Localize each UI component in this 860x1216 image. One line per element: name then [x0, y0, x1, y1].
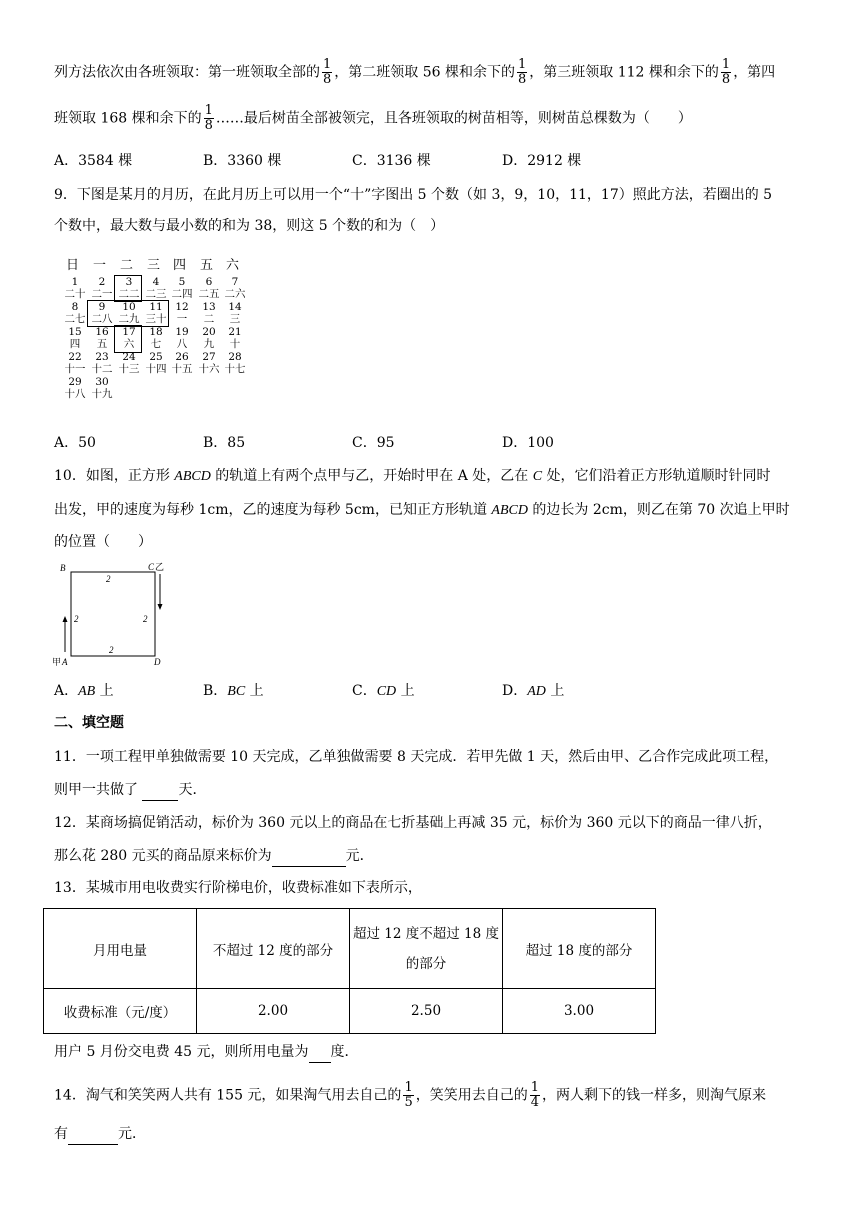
calendar-day-number: 16	[95, 326, 109, 338]
fraction: $\frac{1}{8}$	[518, 57, 527, 87]
calendar-day	[143, 351, 169, 375]
calendar-day	[89, 276, 115, 300]
q10-option-c: C．CD 上	[352, 683, 415, 699]
label-b: B	[60, 563, 66, 573]
calendar-header-sat: 六	[226, 258, 240, 273]
calendar	[62, 254, 252, 414]
calendar-lunar-day: 七	[150, 338, 162, 350]
q8-option-a: A．3584 棵	[54, 153, 133, 169]
calendar-header-wed: 三	[147, 258, 161, 273]
table-cell: 3.00	[503, 989, 656, 1034]
q8-line1: 列方法依次由各班领取：第一班领取全部的 $\frac{1}{8}$ ，第二班领取 56 棵和余下的 $\frac{1}{8}$ ，第三班领取 112 棵和余下的 $\frac{1}{8}$ ，第四	[54, 57, 776, 87]
fraction: $\frac{1}{8}$	[323, 57, 332, 87]
table-header-cell: 月用电量	[44, 909, 197, 989]
table-header-cell: 超过 12 度不超过 18 度的部分	[350, 909, 503, 989]
calendar-lunar-day: 十	[229, 338, 241, 350]
fraction: $\frac{1}{8}$	[204, 103, 213, 133]
q10-option-b: B．BC 上	[203, 683, 264, 699]
label-a: A	[62, 657, 68, 667]
calendar-day	[62, 276, 88, 300]
calendar-day	[62, 351, 88, 375]
calendar-lunar-day: 一	[176, 313, 188, 325]
calendar-day	[62, 326, 88, 350]
calendar-day-number: 21	[228, 326, 242, 338]
calendar-day	[89, 326, 115, 350]
calendar-lunar-day: 四	[69, 338, 81, 350]
table-cell: 2.50	[350, 989, 503, 1034]
calendar-lunar-day: 三	[229, 313, 241, 325]
calendar-day	[89, 351, 115, 375]
calendar-day-number: 1	[71, 276, 79, 288]
calendar-lunar-day: 十五	[171, 363, 193, 375]
calendar-lunar-day: 二六	[224, 288, 246, 300]
q12-line2: 那么花 280 元买的商品原来标价为 元．	[54, 846, 374, 867]
electricity-fee-table	[43, 908, 656, 1034]
label-top-length: 2	[106, 574, 111, 584]
calendar-lunar-day: 二三	[145, 288, 167, 300]
calendar-day	[196, 301, 222, 325]
calendar-lunar-day: 二	[203, 313, 215, 325]
calendar-day-number: 29	[68, 376, 82, 388]
q9-option-b: B．85	[203, 435, 246, 451]
calendar-day	[169, 301, 195, 325]
calendar-day-number: 10	[122, 301, 136, 313]
calendar-lunar-day: 十三	[118, 363, 140, 375]
calendar-day	[62, 376, 88, 400]
calendar-lunar-day: 二四	[171, 288, 193, 300]
label-bottom-length: 2	[109, 645, 114, 655]
calendar-day-number: 20	[202, 326, 216, 338]
calendar-lunar-day: 三十	[145, 313, 167, 325]
calendar-day-number: 27	[202, 351, 216, 363]
label-right-length: 2	[143, 614, 148, 624]
q10-line3: 的位置（ ）	[54, 534, 152, 550]
calendar-header-fri: 五	[200, 258, 214, 273]
calendar-day-number: 17	[122, 326, 136, 338]
calendar-day	[169, 276, 195, 300]
calendar-day	[116, 351, 142, 375]
cross-box-top	[114, 275, 142, 302]
calendar-day-number: 23	[95, 351, 109, 363]
calendar-day-number: 25	[149, 351, 163, 363]
q10-line2: 出发，甲的速度为每秒 1cm，乙的速度为每秒 5cm，已知正方形轨道 ABCD 的边长为 2cm，则乙在第 70 次追上甲时	[54, 502, 790, 518]
calendar-day-number: 8	[71, 301, 79, 313]
calendar-day-number: 22	[68, 351, 82, 363]
calendar-day-number: 3	[125, 276, 133, 288]
calendar-lunar-day: 二八	[91, 313, 113, 325]
calendar-day-number: 7	[231, 276, 239, 288]
calendar-day	[169, 351, 195, 375]
q9-option-a: A．50	[54, 435, 96, 451]
calendar-day	[196, 276, 222, 300]
calendar-day	[143, 326, 169, 350]
calendar-lunar-day: 二五	[198, 288, 220, 300]
calendar-header-tue: 二	[120, 258, 134, 273]
calendar-lunar-day: 二七	[64, 313, 86, 325]
q10-option-a: A．AB 上	[54, 683, 114, 699]
calendar-day	[222, 301, 248, 325]
calendar-day-number: 12	[175, 301, 189, 313]
fraction: $\frac{1}{4}$	[530, 1080, 539, 1110]
calendar-day-number: 4	[152, 276, 160, 288]
q14-line2: 有 元．	[54, 1124, 146, 1145]
q13-line1: 13．某城市用电收费实行阶梯电价，收费标准如下表所示，	[54, 880, 422, 896]
calendar-day	[89, 376, 115, 400]
q9-option-d: D．100	[502, 435, 554, 451]
calendar-day-number: 30	[95, 376, 109, 388]
arrow-up-icon	[63, 616, 68, 652]
label-c: C	[148, 562, 155, 572]
calendar-day-number: 18	[149, 326, 163, 338]
q11-line1: 11．一项工程甲单独做需要 10 天完成，乙单独做需要 8 天完成．若甲先做 1 天，然后由甲、乙合作完成此项工程，	[54, 749, 779, 765]
calendar-day-number: 5	[178, 276, 186, 288]
calendar-lunar-day: 二二	[118, 288, 140, 300]
calendar-lunar-day: 十一	[64, 363, 86, 375]
label-yi: 乙	[155, 563, 165, 573]
calendar-lunar-day: 十六	[198, 363, 220, 375]
q9-option-c: C．95	[352, 435, 395, 451]
calendar-lunar-day: 二十	[64, 288, 86, 300]
q11-line2: 则甲一共做了 天．	[54, 780, 206, 801]
calendar-day-number: 14	[228, 301, 242, 313]
q13-line2: 用户 5 月份交电费 45 元，则所用电量为 度．	[54, 1042, 359, 1063]
calendar-lunar-day: 十四	[145, 363, 167, 375]
q9-line2: 个数中，最大数与最小数的和为 38，则这 5 个数的和为（ ）	[54, 218, 445, 234]
q8-option-d: D．2912 棵	[502, 153, 582, 169]
q12-line1: 12．某商场搞促销活动，标价为 360 元以上的商品在七折基础上再减 35 元，标价为 360 元以下的商品一律八折，	[54, 815, 772, 831]
q8-option-c: C．3136 棵	[352, 153, 431, 169]
calendar-lunar-day: 二一	[91, 288, 113, 300]
calendar-day-number: 26	[175, 351, 189, 363]
calendar-day-number: 6	[205, 276, 213, 288]
calendar-lunar-day: 九	[203, 338, 215, 350]
table-header-cell: 不超过 12 度的部分	[197, 909, 350, 989]
cross-box-bottom	[114, 325, 142, 353]
fraction: $\frac{1}{5}$	[404, 1080, 413, 1110]
table-cell: 收费标准（元/度）	[44, 989, 197, 1034]
calendar-day	[222, 326, 248, 350]
label-left-length: 2	[74, 614, 79, 624]
q10-option-d: D．AD 上	[502, 683, 565, 699]
calendar-day-number: 19	[175, 326, 189, 338]
fraction: $\frac{1}{8}$	[721, 57, 731, 87]
calendar-day	[222, 276, 248, 300]
q14-line1: 14．淘气和笑笑两人共有 155 元，如果淘气用去自己的 $\frac{1}{5}$ ，笑笑用去自己的 $\frac{1}{4}$ ，两人剩下的钱一样多，则淘气原来	[54, 1080, 766, 1110]
calendar-day-number: 9	[98, 301, 106, 313]
answer-blank	[309, 1042, 331, 1063]
calendar-day	[196, 326, 222, 350]
calendar-day-number: 24	[122, 351, 136, 363]
q10-line1: 10．如图，正方形 ABCD 的轨道上有两个点甲与乙，开始时甲在 A 处，乙在 C 处，它们沿着正方形轨道顺时针同时	[54, 468, 771, 484]
calendar-lunar-day: 十八	[64, 388, 86, 400]
calendar-day	[62, 301, 88, 325]
calendar-day	[169, 326, 195, 350]
table-cell: 2.00	[197, 989, 350, 1034]
table-row	[44, 909, 656, 989]
calendar-day-number: 15	[68, 326, 82, 338]
q8-option-b: B．3360 棵	[203, 153, 282, 169]
calendar-day-number: 28	[228, 351, 242, 363]
arrow-down-icon	[158, 574, 163, 610]
answer-blank	[68, 1124, 118, 1145]
table-row	[44, 989, 656, 1034]
calendar-lunar-day: 十七	[224, 363, 246, 375]
calendar-lunar-day: 八	[176, 338, 188, 350]
cross-box-middle	[87, 300, 169, 327]
calendar-day-number: 2	[98, 276, 106, 288]
section-title-fill-in: 二、填空题	[54, 715, 124, 731]
calendar-day	[196, 351, 222, 375]
calendar-header-sun: 日	[66, 258, 80, 273]
calendar-lunar-day: 十二	[91, 363, 113, 375]
square-track-figure	[50, 560, 180, 670]
answer-blank	[272, 846, 346, 867]
calendar-lunar-day: 六	[123, 338, 135, 350]
calendar-day	[222, 351, 248, 375]
table-header-cell: 超过 18 度的部分	[503, 909, 656, 989]
calendar-header-mon: 一	[93, 258, 107, 273]
q8-line2: 班领取 168 棵和余下的 $\frac{1}{8}$ ……最后树苗全部被领完，且各班领取的树苗相等，则树苗总棵数为（ ）	[54, 103, 692, 133]
calendar-day-number: 11	[149, 301, 163, 313]
calendar-header-thu: 四	[173, 258, 187, 273]
calendar-lunar-day: 五	[96, 338, 108, 350]
answer-blank	[142, 780, 178, 801]
calendar-day	[143, 276, 169, 300]
label-d: D	[154, 657, 161, 667]
calendar-lunar-day: 二九	[118, 313, 140, 325]
label-jia: 甲	[52, 658, 62, 668]
calendar-lunar-day: 十九	[91, 388, 113, 400]
q9-line1: 9．下图是某月的月历，在此月历上可以用一个“十”字图出 5 个数（如 3，9，10，11，17）照此方法，若圈出的 5	[54, 187, 773, 203]
calendar-day-number: 13	[202, 301, 216, 313]
